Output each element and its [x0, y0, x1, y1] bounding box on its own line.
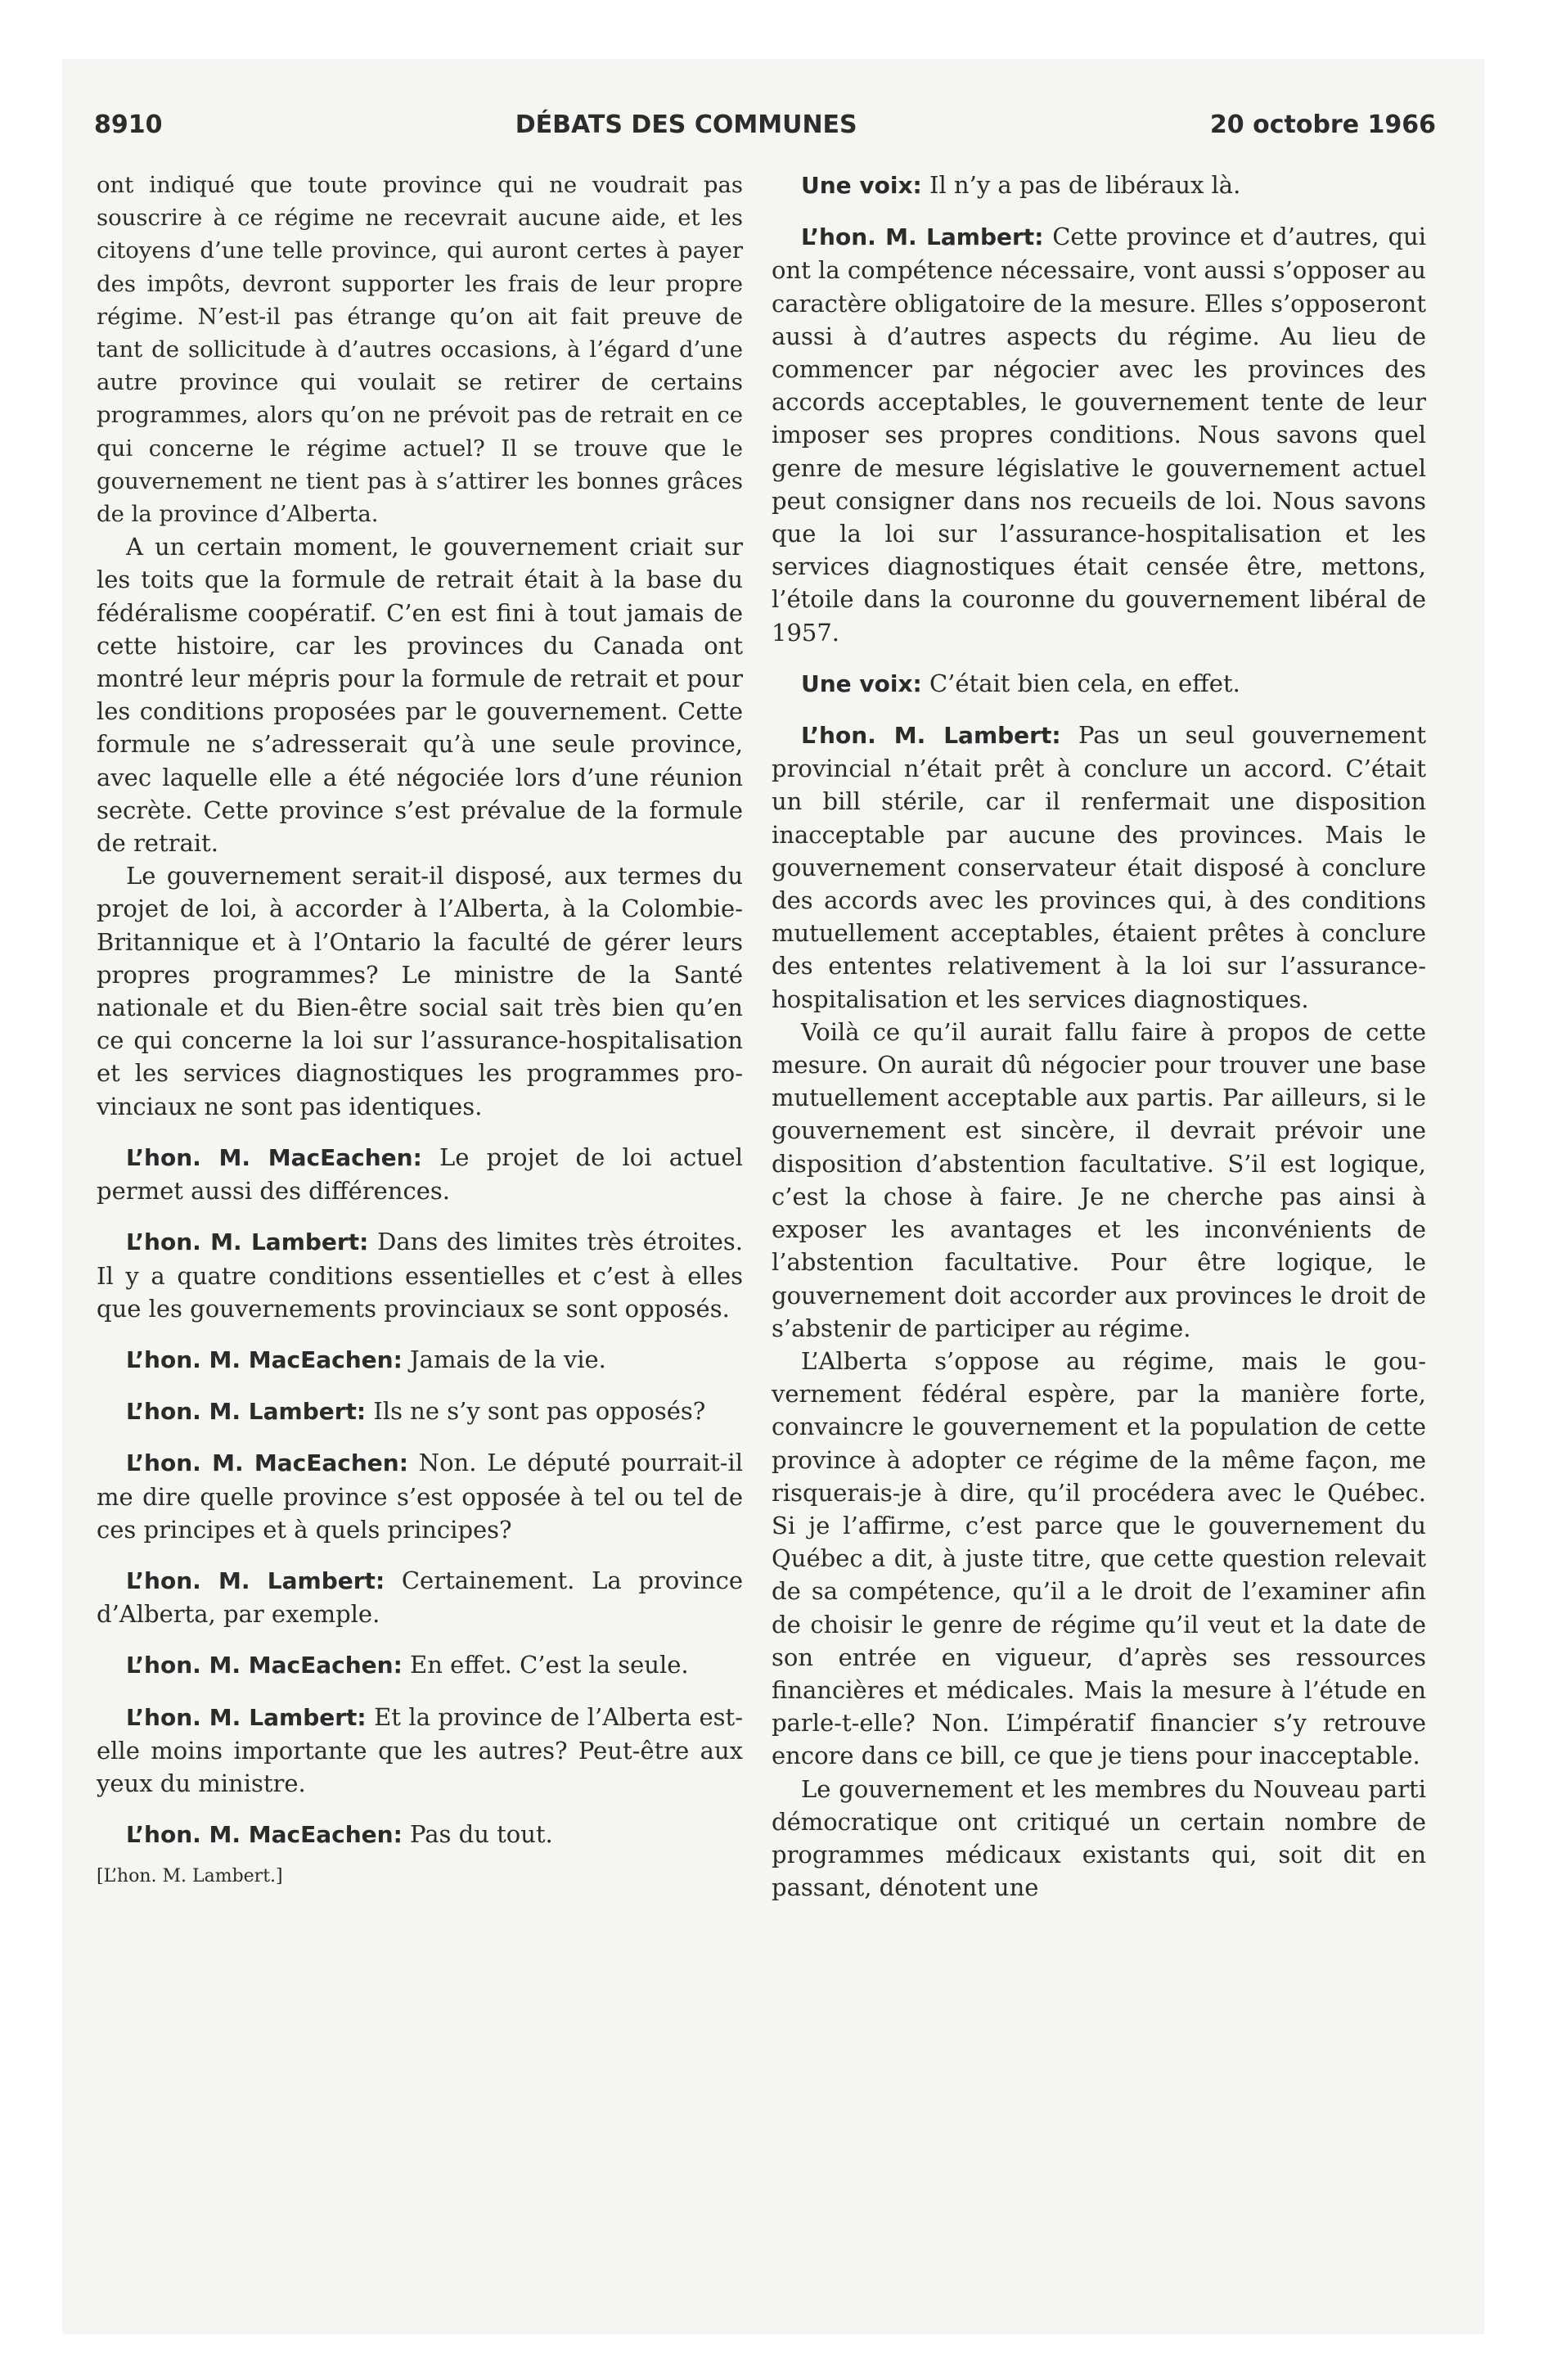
speech-text: Le projet de loi actuel permet aussi des différences.	[97, 1143, 743, 1206]
speaker-name: L’hon. M. Lambert:	[126, 1398, 367, 1426]
speech-entry	[97, 1818, 743, 1851]
speaker-name: Une voix:	[801, 172, 922, 199]
speaker-footnote: [L’hon. M. Lambert.]	[97, 1866, 283, 1887]
speech-entry	[97, 1395, 743, 1428]
speaker-name: L’hon. M. MacEachen:	[126, 1346, 403, 1373]
paragraph: A un certain moment, le gouvernement criait sur les toits que la formule de retrait était à la base du fédéralisme coopératif. C’en est fini à tout jamais de cette histoire, car les provinces du Canada ont montré leur mépris pour la formule de retrait et pour les conditions proposées par le gouvernement. Cette formule ne s’adresserait qu’à une seule province, avec laquelle elle a été négociée lors d’une réunion secrète. Cette province s’est prévalue de la formule de retrait.	[97, 533, 743, 858]
speaker-name: L’hon. M. Lambert:	[801, 223, 1044, 251]
speaker-name: L’hon. M. Lambert:	[801, 722, 1061, 750]
speech-entry	[97, 1564, 743, 1630]
speech-text: Cette province et d’autres, qui ont la compétence nécessaire, vont aussi s’opposer au caractère obligatoire de la mesure. Elles s’opposeront aussi à d’autres aspects du régime. Au lieu de commencer par négocier avec les provinces des accords acceptables, le gouvernement tente de leur imposer ses propres conditions. Nous savons quel genre de mesure législative le gouvernement actuel peut consigner dans nos recueils de loi. Nous savons que la loi sur l’assurance-hospitalisation et les services diagnostiques était censée être, mettons, l’étoile dans la couronne du gouvernement libéral de 1957.	[772, 223, 1426, 647]
speech-entry	[772, 667, 1426, 701]
left-column	[97, 169, 743, 1889]
speech-entry	[97, 1648, 743, 1682]
speech-entry	[97, 1225, 743, 1325]
speech-text: C’était bien cela, en effet.	[921, 669, 1240, 697]
speech-text: Il n’y a pas de libéraux là.	[921, 171, 1241, 199]
speaker-name: L’hon. M. Lambert:	[126, 1228, 369, 1256]
page-date: 20 octobre 1966	[1209, 110, 1436, 139]
speech-entry	[772, 719, 1426, 1016]
speech-text: Pas un seul gouvernement provincial n’était prêt à conclure un accord. C’était un bill stérile, car il renfermait une disposition inacceptable par aucune des provinces. Mais le gouvernement conservateur était disposé à conclure des accords avec les provinces qui, à des conditions mutuellement acceptables, étaient prêtes à conclure des ententes relativement à la loi sur l’assurance-hospitalisation et les services diagnostiques.	[772, 721, 1426, 1013]
paragraph: ont indiqué que toute province qui ne voudrait pas souscrire à ce régime ne recevrait aucune aide, et les citoyens d’une telle province, qui auront certes à payer des impôts, devront supporter les frais de leur propre régime. N’est-il pas étrange qu’on ait fait preuve de tant de sollicitude à d’autres occasions, à l’égard d’une autre province qui voulait se retirer de certains programmes, alors qu’on ne prévoit pas de retrait en ce qui concerne le régime actuel? Il se trouve que le gouvernement ne tient pas à s’attirer les bonnes grâces de la province d’Alberta.	[97, 172, 743, 528]
speaker-name: L’hon. M. MacEachen:	[126, 1821, 403, 1849]
speech-entry	[97, 1701, 743, 1801]
speaker-name: L’hon. M. MacEachen:	[126, 1449, 408, 1477]
speech-entry	[97, 1446, 743, 1546]
speech-entry	[772, 220, 1426, 649]
paragraph: Voilà ce qu’il aurait fallu faire à propos de cette mesure. On aurait dû négocier pour trouver une base mutuellement acceptable aux partis. Par ailleurs, si le gouvernement est sincère, il devrait prévoir une disposition d’abstention facultative. S’il est logique, c’est la chose à faire. Je ne cherche pas ainsi à exposer les avantages et les inconvénients de l’abstention facultative. Pour être logique, le gouvernement doit accorder aux provinces le droit de s’abstenir de participer au régime.	[772, 1017, 1426, 1342]
speaker-name: L’hon. M. MacEachen:	[126, 1143, 422, 1171]
publication-title: DÉBATS DES COMMUNES	[515, 110, 857, 139]
speech-text: Certainement. La province d’Alberta, par exemple.	[97, 1566, 743, 1629]
speech-entry	[772, 169, 1426, 202]
speech-text: Et la province de l’Alberta est-elle moins importante que les autres? Peut-être aux yeux du ministre.	[97, 1702, 743, 1797]
speech-text: Ils ne s’y sont pas opposés?	[366, 1397, 706, 1426]
speaker-name: L’hon. M. Lambert:	[126, 1703, 367, 1731]
paragraph: Le gouvernement et les membres du Nouveau parti démocratique ont critiqué un certain nombre de programmes médicaux existants qui, soit dit en passant, dénotent une	[772, 1774, 1426, 1902]
speech-text: Dans des limites très étroites. Il y a quatre conditions essentielles et c’est à elles que les gouvernements provinciaux se sont opposés.	[97, 1228, 743, 1323]
speech-text: En effet. C’est la seule.	[402, 1651, 689, 1679]
speech-text: Jamais de la vie.	[402, 1345, 606, 1373]
speech-entry	[97, 1343, 743, 1377]
speech-text: Pas du tout.	[402, 1820, 553, 1849]
speech-text: Non. Le député pourrait-il me dire quelle province s’est opposée à tel ou tel de ces principes et à quels principes?	[97, 1449, 743, 1544]
speaker-name: L’hon. M. MacEachen:	[126, 1652, 403, 1679]
page-number: 8910	[94, 110, 163, 139]
speaker-name: Une voix:	[801, 669, 922, 697]
speech-entry	[97, 1141, 743, 1207]
paragraph: L’Alberta s’oppose au régime, mais le gouvernement fédéral espère, par la manière forte, convaincre le gouvernement et la population de cette province à adopter ce régime de la même façon, me risquerais-je à dire, qu’il procédera avec le Québec. Si je l’affirme, c’est parce que le gouvernement du Québec a dit, à juste titre, que cette question relevait de sa compétence, qu’il a le droit de l’examiner afin de choisir le genre de régime qu’il veut et la date de son entrée en vigueur, d’après ses ressources financières et médicales. Mais la mesure à l’étude en parle-t-elle? Non. L’impératif financier s’y retrouve encore dans ce bill, ce que je tiens pour inacceptable.	[772, 1346, 1426, 1770]
page-header	[94, 100, 1436, 149]
right-column	[772, 169, 1426, 1904]
paragraph: Le gouvernement serait-il disposé, aux termes du projet de loi, à accorder à l’Alberta, à la Colombie-Britannique et à l’Ontario la faculté de gérer leurs propres programmes? Le ministre de la Santé nationale et du Bien-être social sait très bien qu’en ce qui concerne la loi sur l’assurance-hospitalisation et les services diagnostiques les programmes provinciaux ne sont pas identiques.	[97, 862, 743, 1120]
speaker-name: L’hon. M. Lambert:	[126, 1566, 385, 1594]
